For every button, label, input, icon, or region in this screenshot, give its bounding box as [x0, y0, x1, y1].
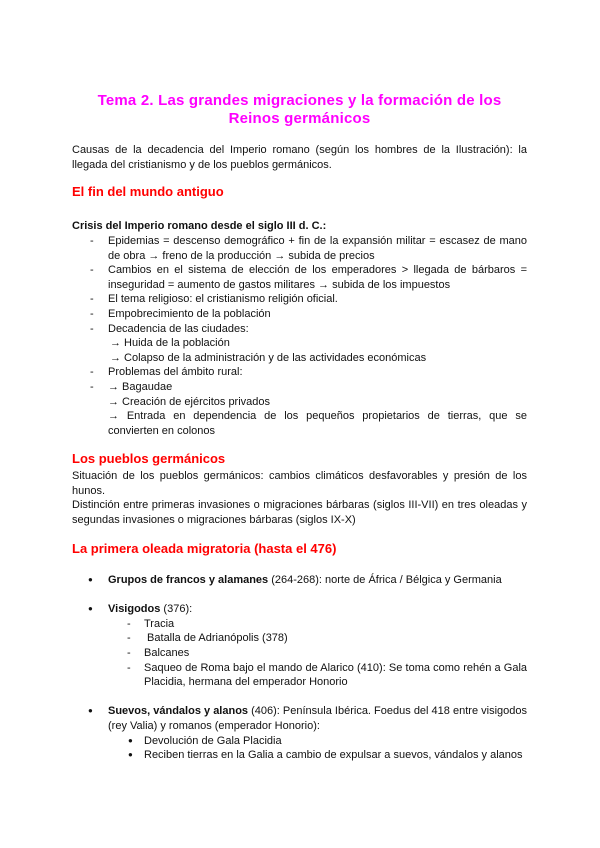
list-subitem: → Creación de ejércitos privados	[108, 395, 271, 408]
list-subitem: ● Reciben tierras en la Galia a cambio de expulsar a suevos, vándalos y alanos	[72, 748, 527, 763]
list-item	[72, 573, 527, 588]
list-item: - Epidemias = descenso demográfico + fin de la expansión militar = escasez de mano de obra → freno de la producción → subida de precios	[72, 234, 527, 263]
list-subitem: - Tracia	[72, 617, 527, 632]
section-heading: La primera oleada migratoria (hasta el 476)	[72, 541, 337, 556]
list-subitem: - Saqueo de Roma bajo el mando de Alarico (410): Se toma como rehén a Gala Placidia, hermana del emperador Honorio	[72, 661, 527, 690]
item-text: (406): Península Ibérica. Foedus del 418 entre visigodos (rey Valia) y romanos (emperador Honorio):	[108, 705, 527, 732]
page-title: Tema 2. Las grandes migraciones y la formación de los Reinos germánicos	[97, 92, 502, 127]
list-subitem: - Batalla de Adrianópolis (378)	[72, 631, 527, 646]
list-subitem: → Entrada en dependencia de los pequeños propietarios de tierras, que se convierten en colonos	[108, 410, 527, 437]
section-heading: El fin del mundo antiguo	[72, 184, 224, 199]
migration-list	[72, 573, 527, 763]
list-item: - El tema religioso: el cristianismo religión oficial.	[72, 292, 527, 307]
spacer	[72, 690, 527, 705]
list-item	[72, 704, 527, 733]
section-heading: Los pueblos germánicos	[72, 451, 226, 466]
list-subitem: - → Bagaudae	[72, 380, 527, 395]
list-subitem: → Huida de la población	[110, 337, 230, 350]
intro-paragraph: Causas de la decadencia del Imperio romano (según los hombres de la Ilustración): la llegada del cristianismo y de los pueblos germánicos.	[72, 144, 527, 171]
list-item: - Cambios en el sistema de elección de los emperadores > llegada de bárbaros = inseguridad = aumento de gastos militares → subida de los impuestos	[72, 263, 527, 292]
list-item: - Problemas del ámbito rural:	[72, 365, 527, 380]
item-text: (376):	[160, 603, 193, 616]
crisis-list	[72, 234, 527, 438]
bold-term: Grupos de francos y alamanes	[108, 574, 269, 586]
paragraph: Distinción entre primeras invasiones o migraciones bárbaras (siglos III-VII) en tres oleadas y segundas invasiones o migraciones bárbaras (siglos IX-X)	[72, 499, 527, 526]
list-subitem: ● Devolución de Gala Placidia	[72, 734, 527, 749]
spacer	[72, 588, 527, 603]
bold-term: Visigodos	[108, 603, 161, 616]
item-text: (264-268): norte de África / Bélgica y Germania	[268, 574, 502, 586]
list-item: - Decadencia de las ciudades:	[72, 322, 527, 337]
paragraph: Situación de los pueblos germánicos: cambios climáticos desfavorables y presión de los hunos.	[72, 470, 527, 497]
list-subitem: - Balcanes	[72, 646, 527, 661]
list-item	[72, 602, 527, 617]
list-item: - Empobrecimiento de la población	[72, 307, 527, 322]
list-subitem: → Colapso de la administración y de las actividades económicas	[110, 351, 427, 364]
bold-term: Suevos, vándalos y alanos	[108, 705, 249, 718]
subheading: Crisis del Imperio romano desde el siglo III d. C.:	[72, 220, 327, 232]
